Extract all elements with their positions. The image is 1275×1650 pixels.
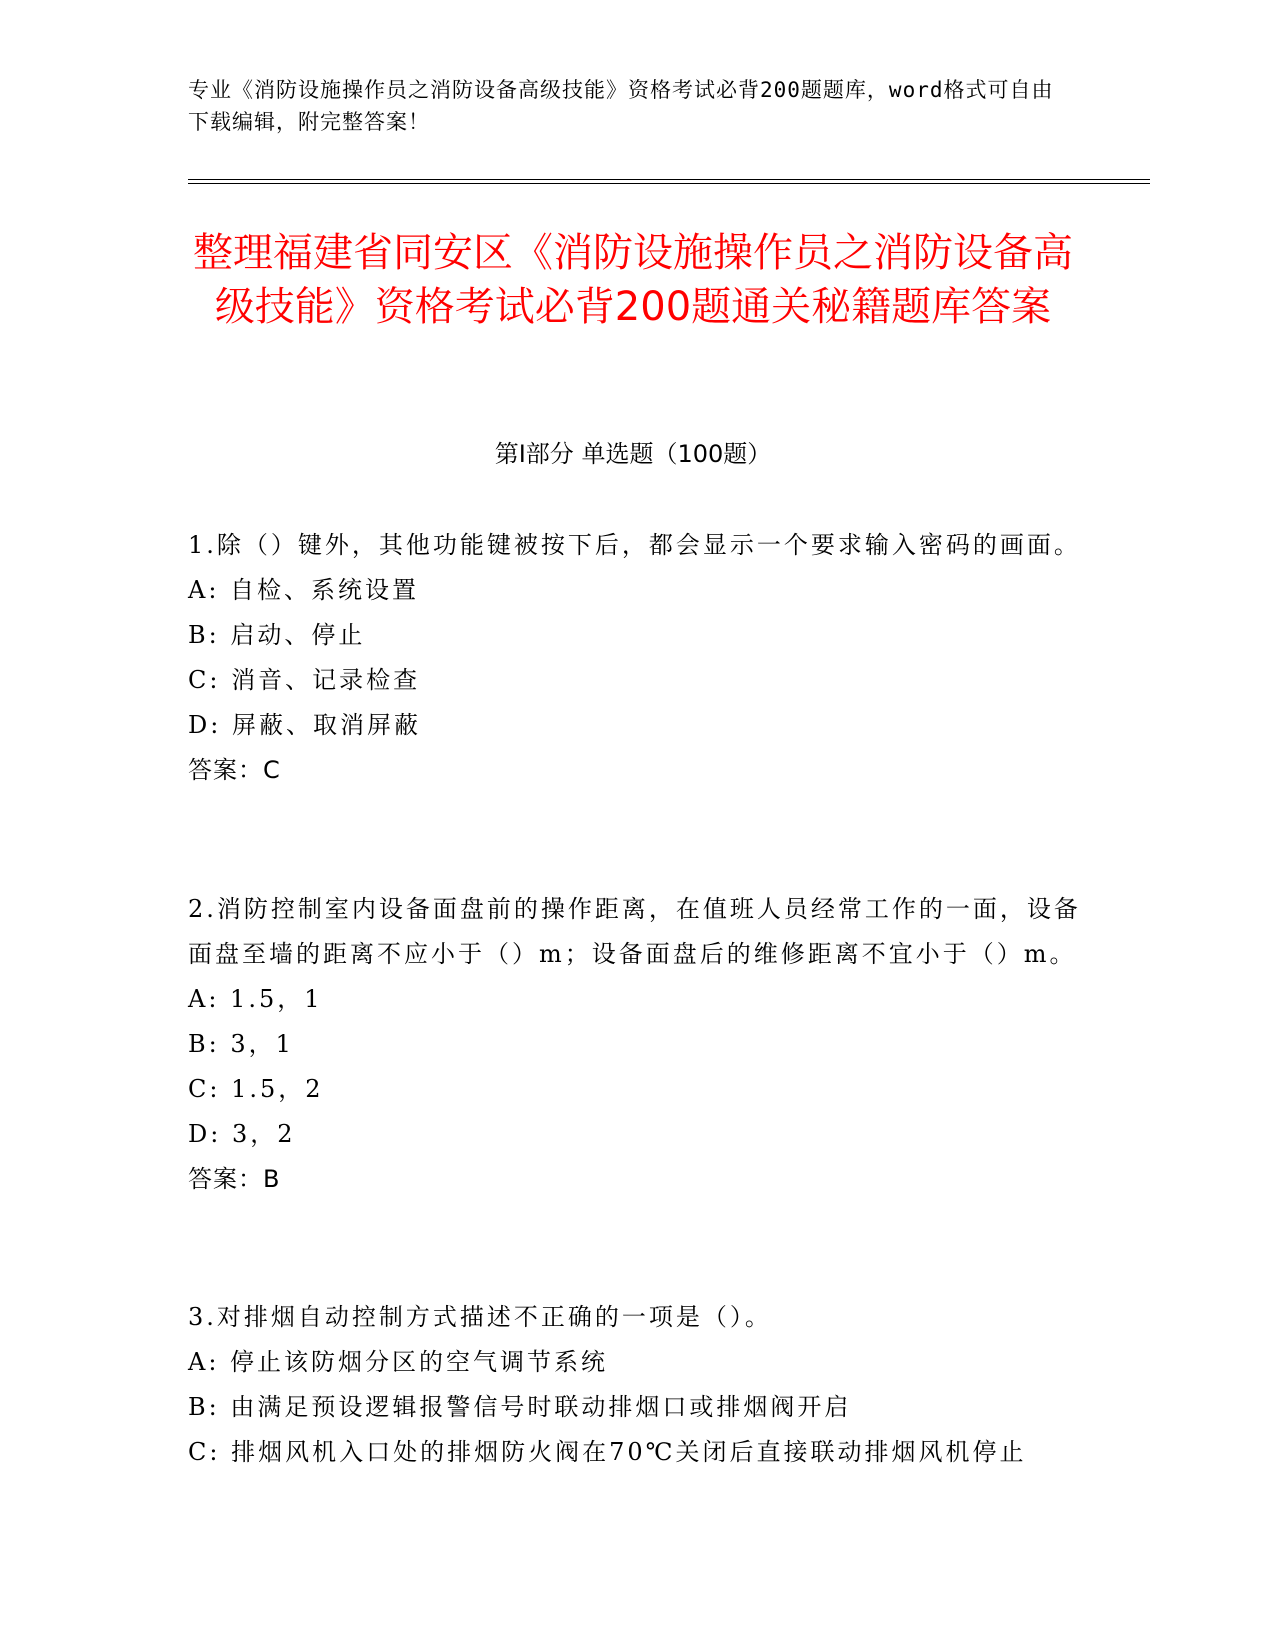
header-note: 专业《消防设施操作员之消防设备高级技能》资格考试必背200题题库，word格式可自由下载编辑，附完整答案！ (188, 78, 1054, 134)
question-2 (188, 887, 1088, 1202)
option-a: A: 1.5，1 (188, 985, 323, 1013)
question-stem: 2.消防控制室内设备面盘前的操作距离，在值班人员经常工作的一面，设备面盘至墙的距离不应小于（）m；设备面盘后的维修距离不宜小于（）m。 (188, 895, 1081, 968)
header-divider-bottom (188, 183, 1150, 184)
section-heading: 第Ⅰ部分 单选题（100题） (494, 440, 772, 468)
header-divider-top (188, 179, 1150, 180)
option-d: D: 屏蔽、取消屏蔽 (188, 711, 421, 739)
question-1 (188, 523, 1088, 793)
option-c: C: 消音、记录检查 (188, 666, 421, 694)
document-title: 整理福建省同安区《消防设施操作员之消防设备高级技能》资格考试必背200题通关秘籍题库答案 (193, 230, 1073, 330)
option-c: C: 1.5，2 (188, 1075, 324, 1103)
answer: 答案：B (188, 1165, 281, 1193)
option-b: B: 由满足预设逻辑报警信号时联动排烟口或排烟阀开启 (188, 1393, 852, 1421)
option-a: A: 停止该防烟分区的空气调节系统 (188, 1348, 609, 1376)
question-stem: 1.除（）键外，其他功能键被按下后，都会显示一个要求输入密码的画面。 (188, 531, 1081, 559)
option-c: C: 排烟风机入口处的排烟防火阀在70℃关闭后直接联动排烟风机停止 (188, 1438, 1027, 1466)
option-b: B: 3，1 (188, 1030, 294, 1058)
answer: 答案：C (188, 756, 281, 784)
question-3 (188, 1295, 1088, 1475)
question-stem: 3.对排烟自动控制方式描述不正确的一项是（）。 (188, 1303, 772, 1331)
option-b: B: 启动、停止 (188, 621, 366, 649)
option-a: A: 自检、系统设置 (188, 576, 420, 604)
option-d: D: 3，2 (188, 1120, 296, 1148)
